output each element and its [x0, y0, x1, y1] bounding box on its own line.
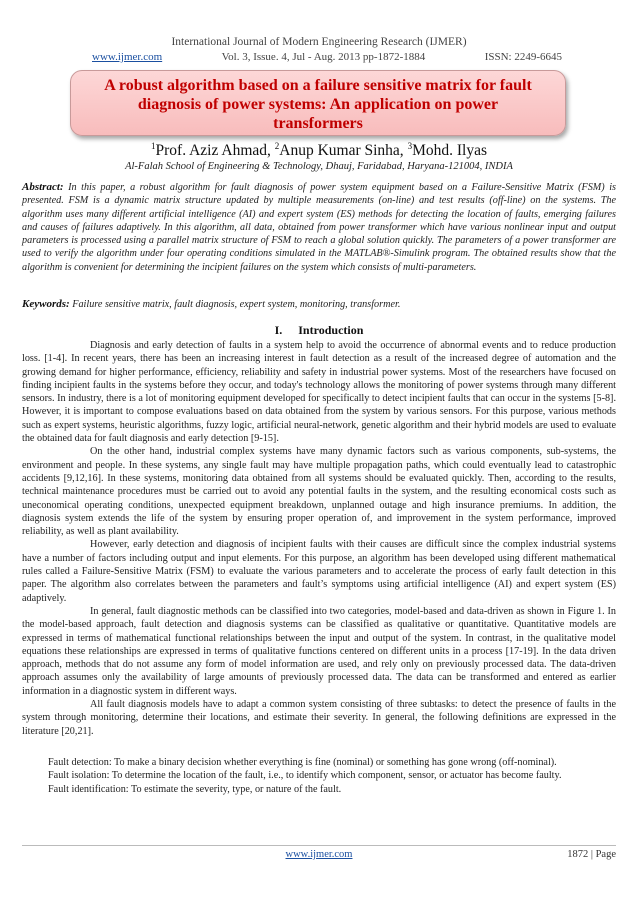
- volume-info: Vol. 3, Issue. 4, Jul - Aug. 2013 pp-1872-1884: [221, 51, 426, 63]
- list-item: [48, 756, 616, 769]
- author-name: Prof. Aziz Ahmad,: [155, 142, 275, 160]
- journal-name: International Journal of Modern Engineering Research (IJMER): [171, 36, 467, 48]
- list-item: [48, 769, 616, 782]
- list-item-text: Fault isolation: To determine the location of the fault, i.e., to identify which component, sensor, or actuator has become faulty.: [48, 770, 562, 782]
- section-number: I.: [274, 323, 283, 337]
- paragraph: All fault diagnosis models have to adapt a common system consisting of three subtasks: to detect the presence of faults in the system through monitoring, determine their locations, and estimate their severity. In general, the following definitions are expressed in the literature [20,21].: [22, 699, 616, 737]
- list-item-text: Fault detection: To make a binary decision whether everything is fine (nominal) or something has gone wrong (off-nominal).: [48, 757, 557, 768]
- footer-website-link[interactable]: www.ijmer.com: [285, 849, 353, 860]
- section-body: [22, 339, 616, 738]
- footer-divider: [22, 845, 616, 846]
- section-heading: [0, 323, 638, 338]
- abstract: [22, 181, 616, 274]
- page-number: 1872 | Page: [567, 849, 616, 860]
- keywords-text: Failure sensitive matrix, fault diagnosis, expert system, monitoring, transformer.: [72, 299, 401, 310]
- list-item-text: Fault identification: To estimate the severity, type, or nature of the fault.: [48, 783, 342, 795]
- abstract-text: In this paper, a robust algorithm for fault diagnosis of power system equipment based on a Failure-Sensitive Matrix (FSM) is presented. FSM is a dynamic matrix structure updated by multiple measurements (on-line) and test results (off-line) on the systems. The algorithm uses many different artificial intelligence (AI) and expert system (ES) methods for detecting the location of faults, emerging failures and causes of failures adaptively. In this algorithm, all data, obtained from power transformer which have various nonlinear input and output parameters is processed using a parallel matrix structure of FSM to reach a global solution quickly. The parameters of a power transformer are used to verify the algorithm under four operating conditions simulated in the MATLAB®-Simulink program. The obtained results show that the algorithm is convenient for determining the incipient failures on the system which consists of multi-parameters.: [22, 182, 617, 273]
- affiliation: Al-Falah School of Engineering & Technology, Dhauj, Faridabad, Haryana-121004, INDIA: [125, 161, 513, 172]
- section-title: Introduction: [298, 323, 364, 337]
- keywords: [22, 298, 616, 310]
- title-line: diagnosis of power systems: An application on power: [137, 96, 499, 113]
- title-line: transformers: [273, 115, 363, 132]
- abstract-label: Abstract:: [22, 181, 64, 193]
- author-affil-mark: 1: [151, 141, 156, 151]
- issn: ISSN: 2249-6645: [484, 51, 562, 63]
- bullet-icon: [26, 756, 48, 769]
- bullet-icon: [26, 783, 48, 796]
- definition-list: [48, 756, 616, 796]
- title-line: A robust algorithm based on a failure sensitive matrix for fault: [104, 77, 532, 94]
- author-name: Anup Kumar Sinha,: [279, 142, 408, 160]
- journal-website-link[interactable]: www.ijmer.com: [92, 51, 163, 63]
- paragraph: In general, fault diagnostic methods can be classified into two categories, model-based and data-driven as shown in Figure 1. In the model-based approach, fault detection and diagnosis systems can be classified as qualitative or quantitative. Quantitative models are expressed in terms of mathematical functional relationships between the input and output of the system. In contrast, in the qualitative model equations these relationships are expressed in terms of qualitative functions centered on different units in a process [17-19]. In the data driven approach, methods that do not assume any form of model information are used, and rely only on previously processed data. The data-driven approach assumes only the availability of large amounts of previously processed data. The data can be transformed and entered as earlier information in a diagnostic system in different ways.: [22, 605, 616, 697]
- paragraph: However, early detection and diagnosis of incipient faults with their causes are difficult since the complex industrial systems have a number of factors including output and input elements. For this purpose, an algorithm has been developed using different mathematical rules called a Failure-Sensitive Matrix (FSM) to evaluate the various parameters and to accelerate the process of early fault detection in this paper. The algorithm also correlates between the parameters and fault’s symptoms using artificial intelligence (AI) and expert system (ES) adaptively.: [22, 539, 616, 604]
- paper-title-box: [70, 70, 566, 136]
- paragraph: Diagnosis and early detection of faults in a system help to avoid the occurrence of abnormal events and to reduce production loss. [1-4]. In recent years, there has been an increasing interest in fault detection as a result of the increased degree of automation and the growing demand for higher performance, efficiency, reliability and safety in industrial power systems. Most of the researchers have focused on finding incipient faults in the systems before they occur, and today's technology allows the monitoring of power systems through many different sensors. In industry, there is a lot of monitoring equipment developed for specifically to detect incipient faults that can occur in the systems [5-8]. However, it is important to compose evaluations based on data obtained from the system by various sensors. For this purpose, various methods such as expert systems, heuristic algorithms, fuzzy logic, artificial neural-network, genetic algorithm and their hybrid models are used to evaluate the obtained data for fault diagnosis and early detection [9-15].: [22, 340, 616, 445]
- paragraph: On the other hand, industrial complex systems have many dynamic factors such as various components, sub-systems, the environment and people. In these systems, any single fault may have multiple propagation paths, which could eventually lead to catastrophic accidents [9,12,16]. In these systems, monitoring data obtained from all systems should be evaluated quickly. Then, according to the results, technical maintenance procedures must be carried out to avoid any potential faults in the system, and the resulting economical costs such as uneconomical operating conditions, unexpected equipment breakdown, unplanned outage and high insurance premiums. In addition, the diagnosis system extends the life of the system by ensuring proper operation of, and improvement in the system performance, improved reliability, as well as plant availability.: [22, 446, 616, 538]
- list-item: [48, 783, 616, 796]
- author-name: Mohd. Ilyas: [412, 142, 487, 160]
- author-affil-mark: 3: [407, 141, 413, 151]
- bullet-icon: [26, 769, 48, 782]
- author-list: [0, 141, 638, 160]
- journal-info-line: [92, 51, 562, 63]
- keywords-label: Keywords:: [22, 298, 70, 310]
- author-affil-mark: 2: [274, 141, 280, 151]
